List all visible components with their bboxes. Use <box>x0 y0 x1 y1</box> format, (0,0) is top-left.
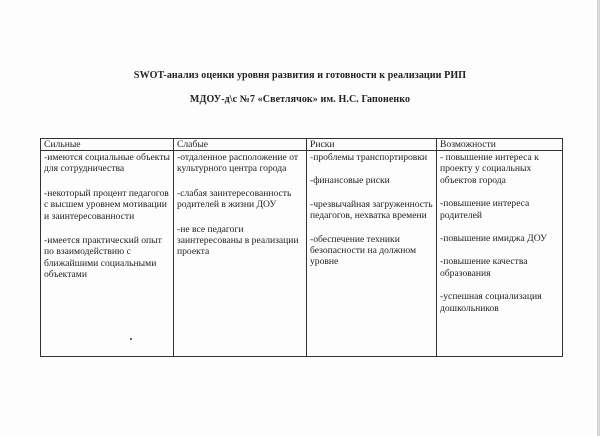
strength-item: -имеются социальные объекты для сотрудничества <box>44 152 170 175</box>
header-risks: Риски <box>307 139 437 151</box>
header-weaknesses: Слабые <box>174 139 307 151</box>
strengths-cell <box>41 151 174 357</box>
risk-item: -обеспечение техники безопасности на должном уровне <box>310 233 417 268</box>
opportunity-item: - повышение интереса к проекту у социальных объектов города <box>440 152 539 186</box>
swot-table <box>40 138 563 357</box>
weakness-item: -отдаленное расположение от культурного центра города <box>177 152 299 175</box>
opportunity-item: -повышение качества образования <box>440 256 528 279</box>
risks-cell <box>307 151 437 357</box>
risk-item: -проблемы транспортировки <box>310 152 428 163</box>
scan-speck <box>130 338 132 340</box>
swot-content-row <box>41 151 563 357</box>
risk-item: -чрезвычайная загруженность педагогов, нехватка времени <box>310 198 433 222</box>
strength-item: -имеется практический опыт по взаимодействию с ближайшими социальными объектами <box>44 235 162 281</box>
opportunity-item: -успешная социализация дошкольников <box>440 291 542 314</box>
risk-item: -финансовые риски <box>310 175 390 187</box>
header-opportunities: Возможности <box>437 139 563 151</box>
swot-header-row <box>41 139 563 151</box>
document-title: SWOT-анализ оценки уровня развития и готовности к реализации РИП <box>133 70 467 81</box>
weaknesses-cell <box>174 151 307 357</box>
strength-item: -некоторый процент педагогов с высшем уровнем мотивации и заинтересованности <box>44 187 169 222</box>
opportunity-item: -повышение интереса родителей <box>440 198 530 221</box>
header-strengths: Сильные <box>41 139 174 151</box>
weakness-item: -не все педагоги заинтересованы в реализации проекта <box>177 223 299 258</box>
opportunity-item: -повышение имиджа ДОУ <box>440 233 547 245</box>
weakness-item: -слабая заинтересованность родителей в жизни ДОУ <box>177 187 292 211</box>
opportunities-cell <box>437 151 563 357</box>
document-subtitle: МДОУ-д\с №7 «Светлячок» им. Н.С. Гапоненко <box>189 94 411 105</box>
